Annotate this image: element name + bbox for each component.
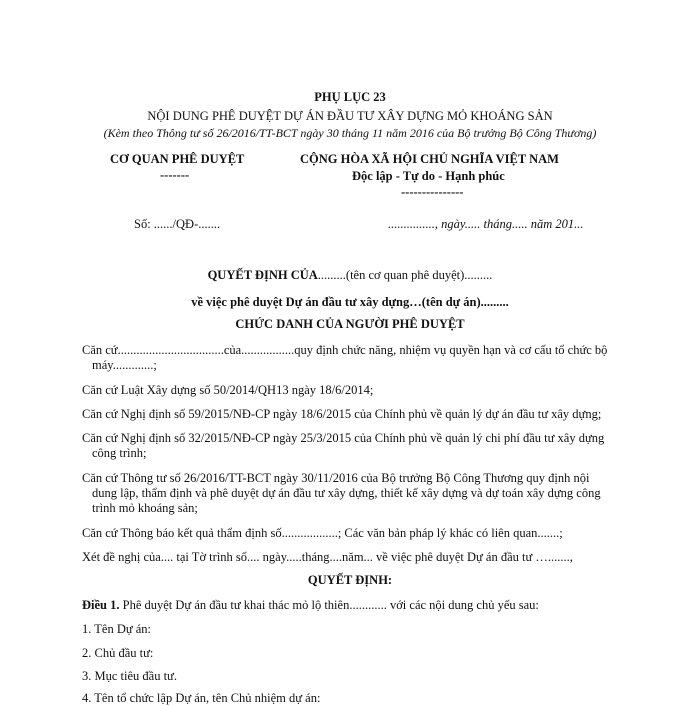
article-1-text: Phê duyệt Dự án đầu tư khai thác mỏ lộ thiên............ với các nội dung chủ yếu sau: — [119, 598, 539, 612]
article-item: 1. Tên Dự án: — [82, 622, 152, 636]
basis-line: Căn cứ Nghị định số 59/2015/NĐ-CP ngày 18/6/2015 của Chính phủ về quản lý dự án đầu tư xây dựng; — [82, 407, 602, 421]
signer-title: CHỨC DANH CỦA NGƯỜI PHÊ DUYỆT — [235, 317, 465, 331]
basis-item — [82, 383, 622, 398]
article-item: 4. Tên tổ chức lập Dự án, tên Chủ nhiệm dự án: — [82, 691, 321, 705]
motto-rule: --------------- — [401, 185, 464, 199]
basis-item — [82, 431, 622, 461]
agency-rule: ------- — [160, 168, 190, 182]
basis-item — [82, 550, 622, 565]
document-date: ..............., ngày..... tháng..... năm 201... — [388, 217, 584, 231]
article-item: 3. Mục tiêu đầu tư. — [82, 669, 177, 683]
basis-line: Căn cứ..................................của.................quy định chức năng, nhiệm vụ quyền hạn và cơ cấu tổ chức bộ — [82, 343, 608, 357]
decision-about: về việc phê duyệt Dự án đầu tư xây dựng…(tên dự án)......... — [191, 295, 509, 309]
basis-line: Căn cứ Thông tư số 26/2016/TT-BCT ngày 30/11/2016 của Bộ trưởng Bộ Công Thương quy định nội — [82, 471, 590, 485]
article-1 — [82, 598, 539, 613]
basis-line: Căn cứ Thông báo kết quả thẩm định số..................; Các văn bản pháp lý khác có liên quan.......; — [82, 526, 563, 540]
basis-line: công trình; — [92, 446, 147, 460]
basis-item — [82, 471, 622, 516]
basis-item — [82, 343, 622, 373]
decides-heading: QUYẾT ĐỊNH: — [307, 573, 393, 587]
republic-title: CỘNG HÒA XÃ HỘI CHỦ NGHĨA VIỆT NAM — [300, 152, 559, 166]
basis-line: máy.............; — [92, 358, 157, 372]
basis-item — [82, 407, 622, 422]
basis-line: dung lập, thẩm định và phê duyệt dự án đầu tư xây dựng, thiết kế xây dựng và dự toán xây dựng công — [92, 486, 601, 500]
appendix-title: PHỤ LỤC 23 — [314, 90, 386, 104]
basis-item — [82, 526, 622, 541]
basis-line: trình mỏ khoáng sản; — [92, 501, 198, 515]
motto: Độc lập - Tự do - Hạnh phúc — [352, 169, 505, 183]
basis-line: Xét đề nghị của.... tại Tờ trình số.... ngày.....tháng....năm... về việc phê duyệt Dự án đầu tư …......., — [82, 550, 573, 564]
document-number: Số: ....../QĐ-....... — [134, 217, 221, 231]
decision-title — [0, 268, 700, 283]
article-1-label: Điều 1. — [82, 598, 120, 612]
decision-title-rest: .........(tên cơ quan phê duyệt)......... — [317, 268, 493, 282]
attached-note: (Kèm theo Thông tư số 26/2016/TT-BCT ngày 30 tháng 11 năm 2016 của Bộ trưởng Bộ Công Thương) — [103, 126, 597, 140]
basis-line: Căn cứ Nghị định số 32/2015/NĐ-CP ngày 25/3/2015 của Chính phủ về quản lý chi phí đầu tư xây dựng — [82, 431, 605, 445]
document-subtitle: NỘI DUNG PHÊ DUYỆT DỰ ÁN ĐẦU TƯ XÂY DỰNG MỎ KHOÁNG SẢN — [147, 109, 553, 123]
agency-name: CƠ QUAN PHÊ DUYỆT — [110, 152, 245, 166]
article-item: 2. Chủ đầu tư: — [82, 646, 154, 660]
decision-title-bold: QUYẾT ĐỊNH CỦA — [207, 268, 318, 282]
basis-line: Căn cứ Luật Xây dựng số 50/2014/QH13 ngày 18/6/2014; — [82, 383, 374, 397]
